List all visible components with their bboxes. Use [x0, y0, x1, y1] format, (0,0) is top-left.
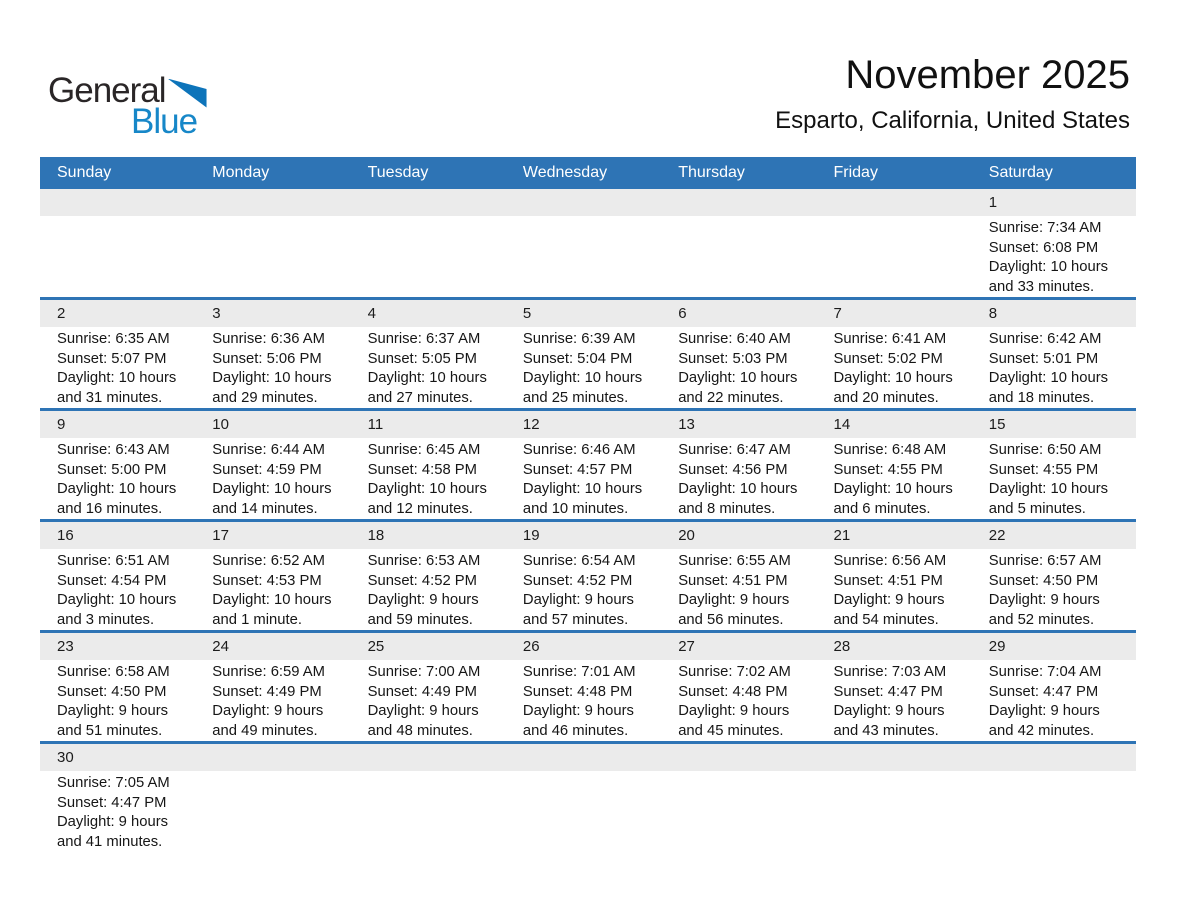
weekday-tuesday: Tuesday: [367, 164, 429, 181]
daylight-text-line1: Daylight: 9 hours: [522, 703, 634, 719]
daylight-text-line2: and 8 minutes.: [678, 500, 776, 517]
day-cell-12: [506, 411, 661, 519]
day-details: [40, 438, 195, 519]
day-cell-7: [816, 300, 971, 408]
day-details: [40, 216, 195, 219]
day-details: [506, 327, 661, 408]
logo-word-blue: Blue: [131, 101, 198, 141]
daylight-text-line2: and 52 minutes.: [988, 611, 1095, 628]
sunset-text: Sunset: 4:59 PM: [212, 461, 322, 478]
sunset-text: Sunset: 4:49 PM: [367, 683, 477, 700]
day-cell-19: [506, 522, 661, 630]
sunset-text: Sunset: 4:51 PM: [678, 572, 788, 589]
day-cell-4: [351, 300, 506, 408]
day-number: [506, 744, 661, 771]
day-details: [351, 327, 506, 408]
day-number: 15: [972, 411, 1136, 438]
location-subtitle: Esparto, California, United States: [775, 107, 1130, 134]
daylight-text-line1: Daylight: 10 hours: [212, 481, 332, 497]
day-details: [195, 438, 350, 519]
day-cell-empty: [661, 189, 816, 297]
day-details: [351, 771, 506, 774]
sunrise-text: Sunrise: 6:59 AM: [212, 664, 325, 680]
day-number: 21: [816, 522, 971, 549]
sunrise-text: Sunrise: 6:50 AM: [988, 442, 1102, 458]
day-number: 16: [40, 522, 195, 549]
weekday-header-row: [40, 157, 1136, 189]
day-cell-empty: [351, 744, 506, 852]
week-row: [40, 189, 1136, 297]
sunset-text: Sunset: 4:56 PM: [678, 461, 788, 478]
day-cell-9: [40, 411, 195, 519]
day-details: [816, 549, 971, 630]
sunrise-text: Sunrise: 6:54 AM: [522, 553, 636, 569]
daylight-text-line2: and 54 minutes.: [833, 611, 939, 628]
day-cell-26: [506, 633, 661, 741]
sunrise-text: Sunrise: 6:51 AM: [57, 553, 170, 569]
daylight-text-line2: and 18 minutes.: [988, 389, 1095, 406]
day-details: [972, 216, 1136, 297]
sunset-text: Sunset: 4:55 PM: [833, 461, 943, 478]
day-number: 22: [972, 522, 1136, 549]
daylight-text-line2: and 3 minutes.: [57, 611, 155, 628]
daylight-text-line2: and 49 minutes.: [212, 722, 318, 739]
daylight-text-line1: Daylight: 10 hours: [212, 370, 332, 386]
weekday-friday: Friday: [833, 164, 878, 181]
general-blue-logo: [48, 72, 218, 139]
daylight-text-line1: Daylight: 9 hours: [212, 703, 324, 719]
day-cell-empty: [506, 744, 661, 852]
sunrise-text: Sunrise: 6:58 AM: [57, 664, 170, 680]
daylight-text-line2: and 45 minutes.: [678, 722, 784, 739]
daylight-text-line2: and 56 minutes.: [678, 611, 784, 628]
sunset-text: Sunset: 4:55 PM: [988, 461, 1099, 478]
day-details: [506, 549, 661, 630]
daylight-text-line1: Daylight: 9 hours: [678, 703, 790, 719]
day-number: 5: [506, 300, 661, 327]
day-number: 2: [40, 300, 195, 327]
day-cell-21: [816, 522, 971, 630]
day-cell-5: [506, 300, 661, 408]
daylight-text-line1: Daylight: 9 hours: [367, 703, 479, 719]
sunset-text: Sunset: 5:06 PM: [212, 350, 322, 367]
sunset-text: Sunset: 5:00 PM: [57, 461, 167, 478]
daylight-text-line1: Daylight: 10 hours: [367, 481, 487, 497]
day-details: [351, 216, 506, 219]
day-details: [351, 660, 506, 741]
day-number: 19: [506, 522, 661, 549]
day-cell-empty: [351, 189, 506, 297]
title-block: [775, 52, 1130, 135]
daylight-text-line1: Daylight: 10 hours: [678, 481, 798, 497]
day-number: [506, 189, 661, 216]
daylight-text-line2: and 1 minute.: [212, 611, 302, 628]
sunset-text: Sunset: 4:47 PM: [833, 683, 943, 700]
sunset-text: Sunset: 5:03 PM: [678, 350, 788, 367]
sunset-text: Sunset: 4:52 PM: [522, 572, 633, 589]
sunrise-text: Sunrise: 7:05 AM: [57, 775, 170, 791]
day-number: 25: [351, 633, 506, 660]
daylight-text-line1: Daylight: 10 hours: [988, 481, 1109, 497]
day-details: [661, 216, 816, 219]
day-details: [661, 771, 816, 774]
daylight-text-line2: and 33 minutes.: [988, 278, 1095, 295]
daylight-text-line2: and 14 minutes.: [212, 500, 318, 517]
sunrise-text: Sunrise: 6:44 AM: [212, 442, 325, 458]
daylight-text-line1: Daylight: 10 hours: [522, 370, 643, 386]
sunrise-text: Sunrise: 7:03 AM: [833, 664, 947, 680]
sunrise-text: Sunrise: 6:43 AM: [57, 442, 170, 458]
daylight-text-line2: and 57 minutes.: [522, 611, 629, 628]
day-number: [816, 189, 971, 216]
sunset-text: Sunset: 4:50 PM: [988, 572, 1099, 589]
day-details: [40, 771, 195, 852]
sunset-text: Sunset: 5:05 PM: [367, 350, 477, 367]
day-details: [816, 660, 971, 741]
daylight-text-line2: and 46 minutes.: [522, 722, 629, 739]
sunrise-text: Sunrise: 6:56 AM: [833, 553, 947, 569]
daylight-text-line1: Daylight: 9 hours: [57, 814, 169, 830]
day-number: 6: [661, 300, 816, 327]
day-cell-empty: [816, 189, 971, 297]
day-cell-24: [195, 633, 350, 741]
sunrise-text: Sunrise: 6:36 AM: [212, 331, 325, 347]
day-number: 20: [661, 522, 816, 549]
day-number: [661, 744, 816, 771]
calendar-weeks: [40, 189, 1136, 852]
sunrise-text: Sunrise: 6:52 AM: [212, 553, 325, 569]
day-number: [972, 744, 1136, 771]
sunrise-text: Sunrise: 6:39 AM: [522, 331, 636, 347]
day-cell-empty: [816, 744, 971, 852]
week-row: [40, 741, 1136, 852]
day-cell-15: [972, 411, 1136, 519]
sunrise-text: Sunrise: 6:35 AM: [57, 331, 170, 347]
sunrise-text: Sunrise: 6:53 AM: [367, 553, 481, 569]
sunset-text: Sunset: 4:54 PM: [57, 572, 167, 589]
day-number: 18: [351, 522, 506, 549]
weekday-monday: Monday: [212, 164, 270, 181]
daylight-text-line2: and 12 minutes.: [367, 500, 473, 517]
day-cell-25: [351, 633, 506, 741]
sunrise-text: Sunrise: 6:46 AM: [522, 442, 636, 458]
day-number: 7: [816, 300, 971, 327]
sunset-text: Sunset: 5:07 PM: [57, 350, 167, 367]
day-number: 12: [506, 411, 661, 438]
day-details: [816, 438, 971, 519]
daylight-text-line1: Daylight: 10 hours: [212, 592, 332, 608]
day-details: [972, 327, 1136, 408]
day-cell-28: [816, 633, 971, 741]
day-details: [40, 327, 195, 408]
day-cell-22: [972, 522, 1136, 630]
sunrise-text: Sunrise: 6:48 AM: [833, 442, 947, 458]
sunset-text: Sunset: 4:52 PM: [367, 572, 477, 589]
day-number: 13: [661, 411, 816, 438]
day-cell-29: [972, 633, 1136, 741]
calendar-table: [40, 157, 1136, 852]
day-cell-14: [816, 411, 971, 519]
day-details: [972, 771, 1136, 774]
day-details: [506, 771, 661, 774]
day-cell-empty: [972, 744, 1136, 852]
day-details: [816, 216, 971, 219]
daylight-text-line1: Daylight: 9 hours: [988, 703, 1100, 719]
daylight-text-line2: and 27 minutes.: [367, 389, 473, 406]
day-cell-13: [661, 411, 816, 519]
day-cell-27: [661, 633, 816, 741]
daylight-text-line2: and 51 minutes.: [57, 722, 163, 739]
day-number: 9: [40, 411, 195, 438]
sunset-text: Sunset: 5:02 PM: [833, 350, 943, 367]
daylight-text-line2: and 42 minutes.: [988, 722, 1095, 739]
day-details: [661, 549, 816, 630]
day-number: [351, 189, 506, 216]
day-number: 17: [195, 522, 350, 549]
day-details: [972, 660, 1136, 741]
day-details: [972, 549, 1136, 630]
day-number: [40, 189, 195, 216]
day-number: [351, 744, 506, 771]
day-details: [195, 660, 350, 741]
daylight-text-line1: Daylight: 9 hours: [367, 592, 479, 608]
daylight-text-line2: and 20 minutes.: [833, 389, 939, 406]
sunrise-text: Sunrise: 6:57 AM: [988, 553, 1102, 569]
day-details: [506, 438, 661, 519]
daylight-text-line1: Daylight: 10 hours: [367, 370, 487, 386]
sunset-text: Sunset: 4:57 PM: [522, 461, 633, 478]
weekday-wednesday: Wednesday: [522, 164, 608, 181]
sunrise-text: Sunrise: 6:55 AM: [678, 553, 791, 569]
day-cell-empty: [40, 189, 195, 297]
daylight-text-line1: Daylight: 9 hours: [988, 592, 1100, 608]
daylight-text-line2: and 29 minutes.: [212, 389, 318, 406]
week-row: [40, 630, 1136, 741]
daylight-text-line1: Daylight: 9 hours: [833, 703, 945, 719]
day-number: [195, 744, 350, 771]
day-details: [195, 216, 350, 219]
sunrise-text: Sunrise: 7:04 AM: [988, 664, 1102, 680]
day-cell-6: [661, 300, 816, 408]
weekday-sunday: Sunday: [57, 164, 112, 181]
daylight-text-line2: and 48 minutes.: [367, 722, 473, 739]
daylight-text-line1: Daylight: 9 hours: [522, 592, 634, 608]
day-cell-17: [195, 522, 350, 630]
week-row: [40, 297, 1136, 408]
daylight-text-line2: and 31 minutes.: [57, 389, 163, 406]
sunset-text: Sunset: 4:48 PM: [678, 683, 788, 700]
day-number: [195, 189, 350, 216]
day-cell-empty: [506, 189, 661, 297]
day-details: [816, 327, 971, 408]
daylight-text-line1: Daylight: 9 hours: [678, 592, 790, 608]
day-number: 23: [40, 633, 195, 660]
day-number: 27: [661, 633, 816, 660]
day-details: [972, 438, 1136, 519]
daylight-text-line1: Daylight: 9 hours: [833, 592, 945, 608]
daylight-text-line1: Daylight: 10 hours: [522, 481, 643, 497]
day-details: [40, 660, 195, 741]
day-cell-empty: [661, 744, 816, 852]
day-details: [195, 327, 350, 408]
day-number: 14: [816, 411, 971, 438]
sunset-text: Sunset: 5:01 PM: [988, 350, 1099, 367]
day-details: [816, 771, 971, 774]
daylight-text-line1: Daylight: 10 hours: [678, 370, 798, 386]
month-title: November 2025: [845, 53, 1130, 97]
logo-word-general: General: [48, 71, 166, 110]
day-details: [506, 660, 661, 741]
day-number: [816, 744, 971, 771]
sunrise-text: Sunrise: 6:45 AM: [367, 442, 481, 458]
day-details: [506, 216, 661, 219]
day-cell-empty: [195, 744, 350, 852]
day-details: [661, 660, 816, 741]
day-number: 29: [972, 633, 1136, 660]
daylight-text-line2: and 5 minutes.: [988, 500, 1086, 517]
day-number: 8: [972, 300, 1136, 327]
day-number: [661, 189, 816, 216]
day-number: 26: [506, 633, 661, 660]
day-cell-2: [40, 300, 195, 408]
sunrise-text: Sunrise: 7:02 AM: [678, 664, 791, 680]
sunset-text: Sunset: 4:50 PM: [57, 683, 167, 700]
day-cell-10: [195, 411, 350, 519]
daylight-text-line1: Daylight: 9 hours: [57, 703, 169, 719]
daylight-text-line2: and 16 minutes.: [57, 500, 163, 517]
day-cell-empty: [195, 189, 350, 297]
week-row: [40, 519, 1136, 630]
weekday-saturday: Saturday: [988, 164, 1053, 181]
day-details: [661, 438, 816, 519]
day-cell-3: [195, 300, 350, 408]
day-details: [351, 438, 506, 519]
daylight-text-line1: Daylight: 10 hours: [57, 592, 177, 608]
daylight-text-line2: and 25 minutes.: [522, 389, 629, 406]
sunrise-text: Sunrise: 7:01 AM: [522, 664, 636, 680]
daylight-text-line2: and 41 minutes.: [57, 833, 163, 850]
day-number: 24: [195, 633, 350, 660]
sunset-text: Sunset: 4:47 PM: [57, 794, 167, 811]
sunrise-text: Sunrise: 7:34 AM: [988, 220, 1102, 236]
daylight-text-line1: Daylight: 10 hours: [57, 370, 177, 386]
sunset-text: Sunset: 4:53 PM: [212, 572, 322, 589]
day-cell-20: [661, 522, 816, 630]
day-number: 4: [351, 300, 506, 327]
day-cell-18: [351, 522, 506, 630]
daylight-text-line2: and 22 minutes.: [678, 389, 784, 406]
day-details: [195, 771, 350, 774]
daylight-text-line1: Daylight: 10 hours: [833, 481, 953, 497]
day-number: 28: [816, 633, 971, 660]
daylight-text-line2: and 6 minutes.: [833, 500, 931, 517]
day-number: 3: [195, 300, 350, 327]
daylight-text-line2: and 10 minutes.: [522, 500, 629, 517]
weekday-thursday: Thursday: [678, 164, 745, 181]
day-cell-8: [972, 300, 1136, 408]
sunrise-text: Sunrise: 7:00 AM: [367, 664, 481, 680]
day-details: [351, 549, 506, 630]
day-cell-23: [40, 633, 195, 741]
sunset-text: Sunset: 4:48 PM: [522, 683, 633, 700]
day-cell-16: [40, 522, 195, 630]
day-cell-1: [972, 189, 1136, 297]
daylight-text-line2: and 43 minutes.: [833, 722, 939, 739]
daylight-text-line1: Daylight: 10 hours: [57, 481, 177, 497]
sunrise-text: Sunrise: 6:37 AM: [367, 331, 481, 347]
sunrise-text: Sunrise: 6:47 AM: [678, 442, 791, 458]
daylight-text-line1: Daylight: 10 hours: [988, 370, 1109, 386]
day-number: 1: [972, 189, 1136, 216]
sunset-text: Sunset: 5:04 PM: [522, 350, 633, 367]
sunset-text: Sunset: 4:51 PM: [833, 572, 943, 589]
day-number: 11: [351, 411, 506, 438]
sunset-text: Sunset: 4:47 PM: [988, 683, 1099, 700]
sunset-text: Sunset: 4:58 PM: [367, 461, 477, 478]
daylight-text-line1: Daylight: 10 hours: [833, 370, 953, 386]
week-row: [40, 408, 1136, 519]
day-number: 10: [195, 411, 350, 438]
daylight-text-line1: Daylight: 10 hours: [988, 259, 1109, 275]
sunset-text: Sunset: 4:49 PM: [212, 683, 322, 700]
day-details: [40, 549, 195, 630]
day-details: [195, 549, 350, 630]
day-cell-30: [40, 744, 195, 852]
sunrise-text: Sunrise: 6:42 AM: [988, 331, 1102, 347]
day-details: [661, 327, 816, 408]
sunset-text: Sunset: 6:08 PM: [988, 239, 1099, 256]
sunrise-text: Sunrise: 6:41 AM: [833, 331, 947, 347]
sunrise-text: Sunrise: 6:40 AM: [678, 331, 791, 347]
day-cell-11: [351, 411, 506, 519]
day-number: 30: [40, 744, 195, 771]
daylight-text-line2: and 59 minutes.: [367, 611, 473, 628]
